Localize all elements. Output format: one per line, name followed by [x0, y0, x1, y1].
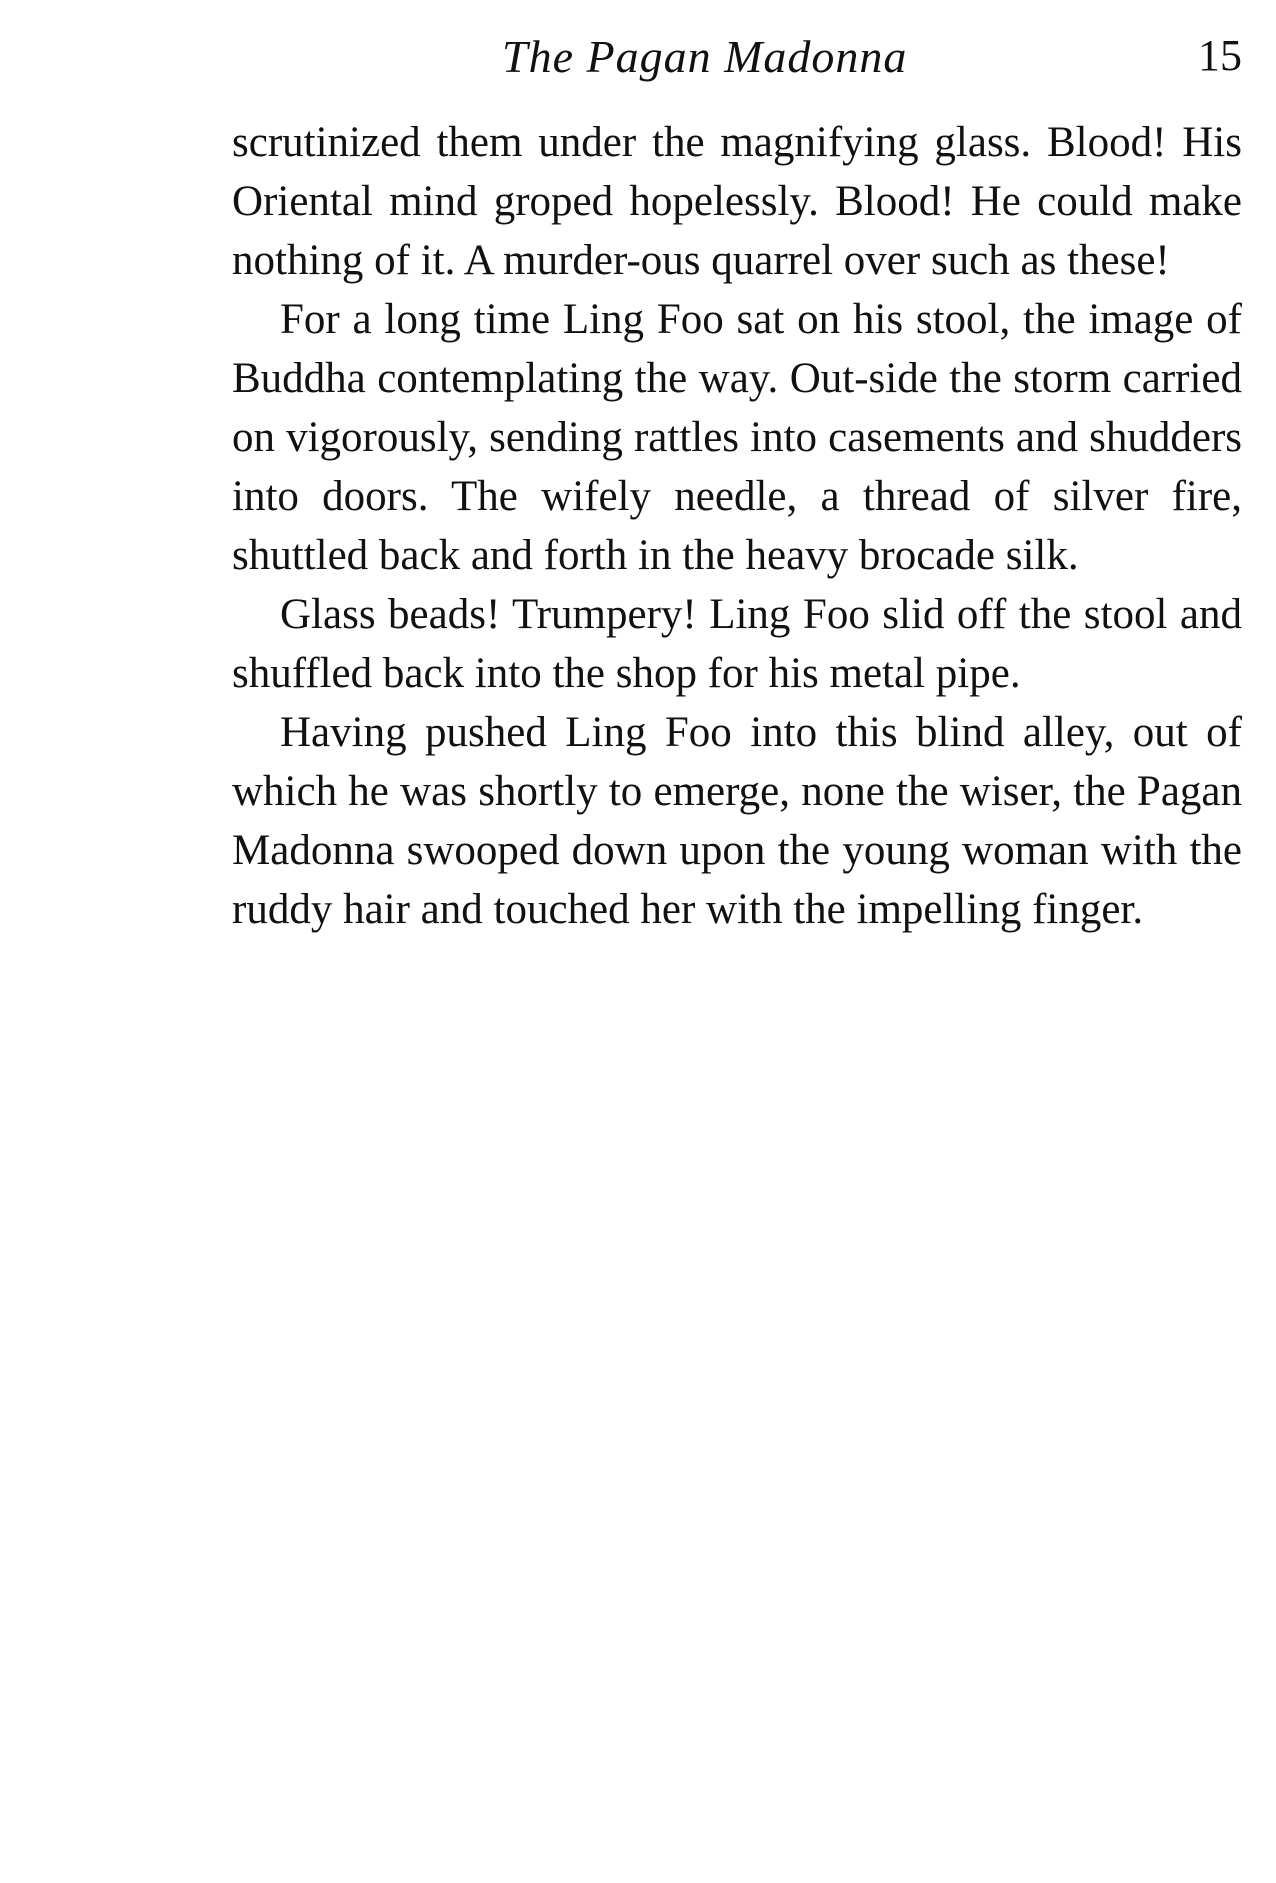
running-title: The Pagan Madonna	[502, 31, 908, 82]
body-text	[232, 113, 1242, 939]
paragraph-4: Having pushed Ling Foo into this blind alley, out of which he was shortly to emerge, none the wiser, the Pagan Madonna swooped down upon the young woman with the ruddy hair and touched her with the impelling finger.	[232, 709, 1242, 933]
paragraph-3: Glass beads! Trumpery! Ling Foo slid off the stool and shuffled back into the shop for his metal pipe.	[232, 591, 1242, 697]
paragraph-2: For a long time Ling Foo sat on his stool, the image of Buddha contemplating the way. Out-side the storm carried on vigorously, sending rattles into casements and shudders into doors. The wifely needle, a thread of silver fire, shuttled back and forth in the heavy brocade silk.	[232, 296, 1242, 579]
running-head	[232, 30, 1242, 90]
page-number: 15	[1198, 31, 1242, 80]
paragraph-1: scrutinized them under the magnifying glass. Blood! His Oriental mind groped hopelessly. Blood! He could make nothing of it. A murder-ous quarrel over such as these!	[232, 119, 1242, 284]
